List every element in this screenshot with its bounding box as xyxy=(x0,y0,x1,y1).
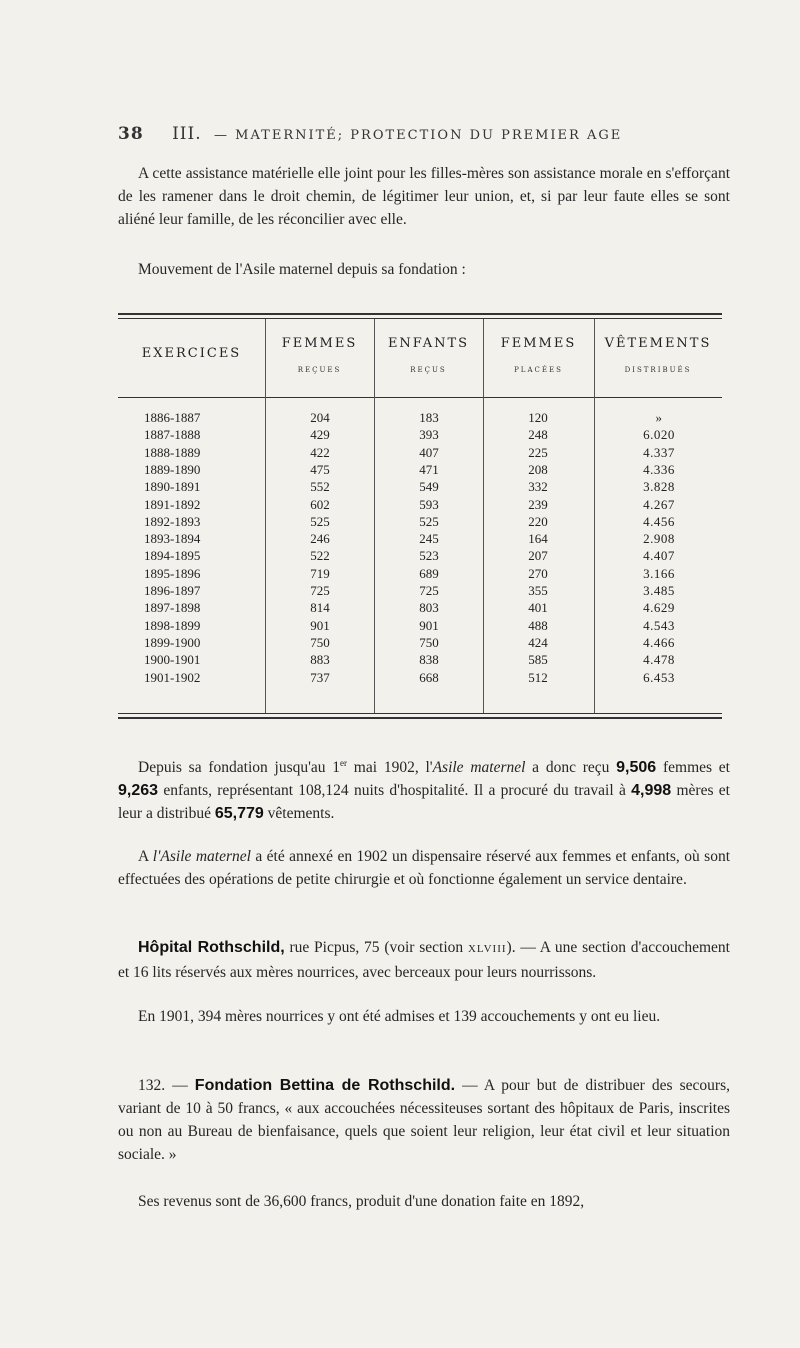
placees-cell: 239 xyxy=(528,496,548,512)
vetements-cell: 4.456 xyxy=(643,513,675,529)
annexe-text: a été annexé en 1902 un dispensaire réservé aux femmes et enfants, où sont effectuées des opérations de petite chirurgie et où fonctionne également un service dentaire. xyxy=(118,848,731,888)
femmes-cell: 719 xyxy=(310,565,330,581)
vetements-cell: 3.828 xyxy=(643,479,675,495)
summary-text: enfants, représentant 108,124 nuits d'hospitalité. Il a procuré du travail à xyxy=(158,782,632,800)
placees-cell: 208 xyxy=(528,461,548,477)
table-top-rule xyxy=(118,313,722,315)
femmes-cell: 883 xyxy=(310,652,330,668)
femmes-cell: 525 xyxy=(310,513,330,529)
femmes-cell: 429 xyxy=(310,427,330,443)
summary-paragraph xyxy=(118,752,730,825)
vetements-cell: 4.466 xyxy=(643,634,675,650)
table-bottom-rule xyxy=(118,717,722,719)
enfants-cell: 523 xyxy=(419,548,439,564)
exercice-cell: 1896-1897 xyxy=(144,583,201,598)
total-femmes: 9,506 xyxy=(616,759,657,777)
header-placees-sub: PLACÉES xyxy=(514,366,563,374)
total-vetements: 65,779 xyxy=(214,805,264,823)
table-top-rule-thin xyxy=(118,318,722,319)
enfants-cell: 725 xyxy=(419,583,439,598)
exercice-cell: 1888-1889 xyxy=(144,444,201,460)
vetements-cell: 6.453 xyxy=(643,669,675,685)
placees-cell: 225 xyxy=(528,444,548,460)
exercice-cell: 1894-1895 xyxy=(144,548,201,564)
asile-maternel-table xyxy=(118,313,722,723)
exercice-cell: 1893-1894 xyxy=(144,531,201,547)
femmes-cell: 750 xyxy=(310,634,330,650)
header-femmes: FEMMES xyxy=(281,336,358,351)
enfants-cell: 471 xyxy=(419,461,439,477)
placees-cell: 332 xyxy=(528,479,548,495)
exercice-cell: 1891-1892 xyxy=(144,496,201,512)
article-number: 132. xyxy=(138,1077,166,1094)
enfants-cell: 689 xyxy=(419,565,439,581)
page-number: 38 xyxy=(118,124,144,144)
enfants-cell: 393 xyxy=(419,427,439,443)
total-enfants: 9,263 xyxy=(118,782,159,800)
femmes-cell: 814 xyxy=(310,600,330,616)
hopital-paragraph xyxy=(118,936,730,984)
femmes-cell: 552 xyxy=(310,479,330,495)
placees-cell: 164 xyxy=(528,531,548,547)
femmes-cell: 725 xyxy=(310,583,330,598)
placees-cell: 248 xyxy=(528,427,548,443)
running-header xyxy=(118,124,738,144)
header-enfants: ENFANTS xyxy=(387,336,470,351)
femmes-cell: 204 xyxy=(310,410,330,425)
vetements-cell: » xyxy=(655,410,663,425)
summary-text: mères et leur a distribué xyxy=(118,782,730,823)
summary-text: femmes et xyxy=(656,759,730,777)
summary-text: a donc reçu xyxy=(525,759,617,777)
exercice-cell: 1898-1899 xyxy=(144,617,201,633)
placees-cell: 120 xyxy=(528,410,548,425)
placees-cell: 424 xyxy=(528,634,548,650)
exercice-cell: 1886-1887 xyxy=(144,410,201,425)
placees-cell: 512 xyxy=(528,669,548,685)
enfants-cell: 901 xyxy=(419,617,439,633)
fondation-paragraph xyxy=(118,1074,730,1166)
placees-cell: 220 xyxy=(528,513,548,529)
asile-name: Asile maternel xyxy=(432,759,526,777)
header-vetements-sub: DISTRIBUÉS xyxy=(624,366,692,374)
header-femmes-sub: REÇUES xyxy=(297,366,342,374)
total-meres: 4,998 xyxy=(631,782,672,800)
header-exercices: EXERCICES xyxy=(141,346,242,361)
hopital-text: ). — A une section d'accouchement et 16 lits réservés aux mères nourrices, avec berceaux pour leurs nourrissons. xyxy=(118,939,730,981)
exercice-cell: 1900-1901 xyxy=(144,652,201,668)
hopital-name: Hôpital Rothschild, xyxy=(138,939,285,956)
superscript: er xyxy=(340,758,348,768)
placees-cell: 355 xyxy=(528,583,548,598)
placees-cell: 488 xyxy=(528,617,548,633)
placees-cell: 585 xyxy=(528,652,548,668)
vetements-cell: 6.020 xyxy=(643,427,675,443)
asile-name: l'Asile maternel xyxy=(152,848,251,865)
enfants-cell: 593 xyxy=(419,496,439,512)
femmes-cell: 246 xyxy=(310,531,330,547)
enfants-cell: 407 xyxy=(419,444,439,460)
column-divider xyxy=(594,319,595,713)
table-caption: Mouvement de l'Asile maternel depuis sa fondation : xyxy=(138,261,466,278)
vetements-cell: 4.407 xyxy=(643,548,675,564)
enfants-cell: 838 xyxy=(419,652,439,668)
exercice-cell: 1899-1900 xyxy=(144,634,201,650)
table-bottom-rule-thin xyxy=(118,713,722,714)
exercice-cell: 1892-1893 xyxy=(144,513,201,529)
femmes-cell: 737 xyxy=(310,669,330,685)
summary-text: mai 1902, l' xyxy=(347,759,433,777)
enfants-cell: 549 xyxy=(419,479,439,495)
femmes-cell: 602 xyxy=(310,496,330,512)
femmes-cell: 422 xyxy=(310,444,330,460)
placees-cell: 270 xyxy=(528,565,548,581)
femmes-cell: 901 xyxy=(310,617,330,633)
enfants-cell: 668 xyxy=(419,669,439,685)
intro-paragraph: A cette assistance matérielle elle joint pour les filles-mères son assistance morale en s'efforçant de les ramener dans le droit chemin, de légitimer leur union, et, si par leur faute elles se sont aliéné leur famille, de les réconcilier avec elle. xyxy=(118,165,730,228)
placees-cell: 401 xyxy=(528,600,548,616)
summary-text: vêtements. xyxy=(263,805,335,823)
femmes-cell: 522 xyxy=(310,548,330,564)
exercice-cell: 1895-1896 xyxy=(144,565,201,581)
summary-text: Depuis sa fondation jusqu'au 1 xyxy=(138,759,341,777)
enfants-cell: 525 xyxy=(419,513,439,529)
hopital-text: rue Picpus, 75 (voir section xyxy=(284,939,468,956)
exercice-cell: 1887-1888 xyxy=(144,427,201,443)
placees-cell: 207 xyxy=(528,548,548,564)
header-placees: FEMMES xyxy=(500,336,577,351)
hopital-stats: En 1901, 394 mères nourrices y ont été admises et 139 accouchements y ont eu lieu. xyxy=(138,1008,661,1025)
annexe-paragraph xyxy=(118,845,730,891)
header-vetements: VÊTEMENTS xyxy=(604,336,712,351)
vetements-cell: 4.478 xyxy=(643,652,675,668)
header-bottom-rule xyxy=(118,397,722,398)
exercice-cell: 1890-1891 xyxy=(144,479,201,495)
exercice-cell: 1889-1890 xyxy=(144,461,201,477)
vetements-cell: 3.166 xyxy=(643,565,675,581)
vetements-cell: 4.629 xyxy=(643,600,675,616)
section-ref: XLVIII xyxy=(467,943,507,955)
enfants-cell: 183 xyxy=(419,410,439,425)
header-title: — MATERNITÉ; PROTECTION DU PREMIER AGE xyxy=(214,128,623,143)
dash: — xyxy=(165,1077,195,1094)
vetements-cell: 3.485 xyxy=(643,583,675,598)
enfants-cell: 803 xyxy=(419,600,439,616)
vetements-cell: 4.336 xyxy=(643,461,675,477)
header-enfants-sub: REÇUS xyxy=(410,366,447,374)
fondation-revenus: Ses revenus sont de 36,600 francs, produit d'une donation faite en 1892, xyxy=(138,1193,585,1210)
exercice-cell: 1901-1902 xyxy=(144,669,201,685)
femmes-cell: 475 xyxy=(310,461,330,477)
annexe-text: A xyxy=(138,848,153,865)
enfants-cell: 245 xyxy=(419,531,439,547)
enfants-cell: 750 xyxy=(419,634,439,650)
vetements-cell: 4.267 xyxy=(643,496,675,512)
vetements-cell: 4.337 xyxy=(643,444,675,460)
exercice-cell: 1897-1898 xyxy=(144,600,201,616)
fondation-text: — A pour but de distribuer des secours, variant de 10 à 50 francs, « aux accouchées nécessiteuses sortant des hôpitaux de Paris, inscrites ou non au Bureau de bienfaisance, quels que soient leur religion, leur état civil et leur situation sociale. » xyxy=(118,1077,730,1163)
fondation-name: Fondation Bettina de Rothschild. xyxy=(194,1077,456,1094)
section-number: III. xyxy=(172,124,202,144)
vetements-cell: 2.908 xyxy=(643,531,675,547)
vetements-cell: 4.543 xyxy=(643,617,675,633)
